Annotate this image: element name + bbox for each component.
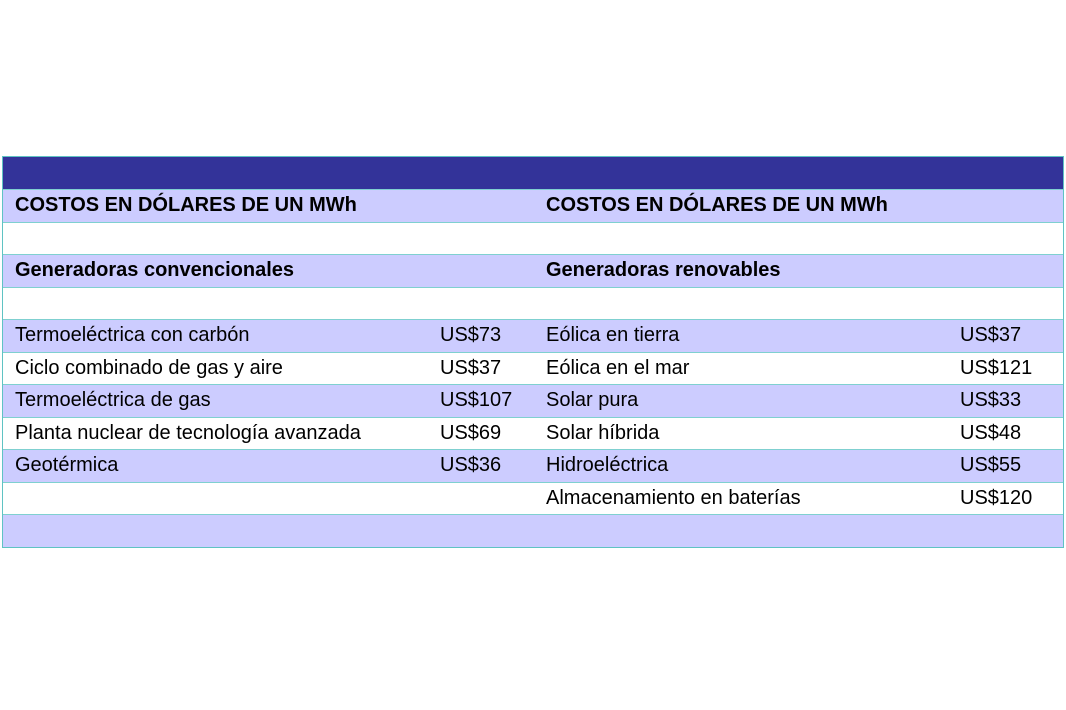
conventional-name: Planta nuclear de tecnología avanzada [15,421,361,444]
renewable-cost: US$37 [960,324,1022,347]
table-row [3,417,1063,450]
conventional-name: Termoeléctrica de gas [15,389,211,412]
renewable-cost: US$121 [960,356,1033,379]
renewable-name: Almacenamiento en baterías [546,486,801,509]
conventional-cost: US$37 [440,356,502,379]
table-row [3,482,1063,515]
left-title: COSTOS EN DÓLARES DE UN MWh [15,194,357,217]
conventional-cost: US$73 [440,324,502,347]
conventional-cost: US$36 [440,454,502,477]
renewable-cost: US$55 [960,454,1022,477]
renewable-cost: US$48 [960,421,1022,444]
conventional-name: Ciclo combinado de gas y aire [15,356,283,379]
spacer-row [3,287,1063,320]
renewable-cost: US$120 [960,486,1033,509]
section-heading-row [3,254,1063,287]
table-title-row [3,189,1063,222]
conventional-heading: Generadoras convencionales [15,259,295,282]
renewable-name: Solar pura [546,389,639,412]
conventional-name: Termoeléctrica con carbón [15,324,250,347]
right-title: COSTOS EN DÓLARES DE UN MWh [546,194,888,217]
cost-table [2,156,1064,548]
spacer-row [3,222,1063,255]
renewable-heading: Generadoras renovables [546,259,781,282]
table-bottom-band [3,514,1063,547]
renewable-name: Solar híbrida [546,421,660,444]
renewable-cost: US$33 [960,389,1022,412]
renewable-name: Eólica en tierra [546,324,680,347]
table-top-band [3,157,1063,189]
table-row [3,449,1063,482]
renewable-name: Eólica en el mar [546,356,690,379]
table-row [3,352,1063,385]
conventional-name: Geotérmica [15,454,119,477]
table-row [3,384,1063,417]
conventional-cost: US$107 [440,389,513,412]
renewable-name: Hidroeléctrica [546,454,669,477]
conventional-cost: US$69 [440,421,502,444]
table-row [3,319,1063,352]
